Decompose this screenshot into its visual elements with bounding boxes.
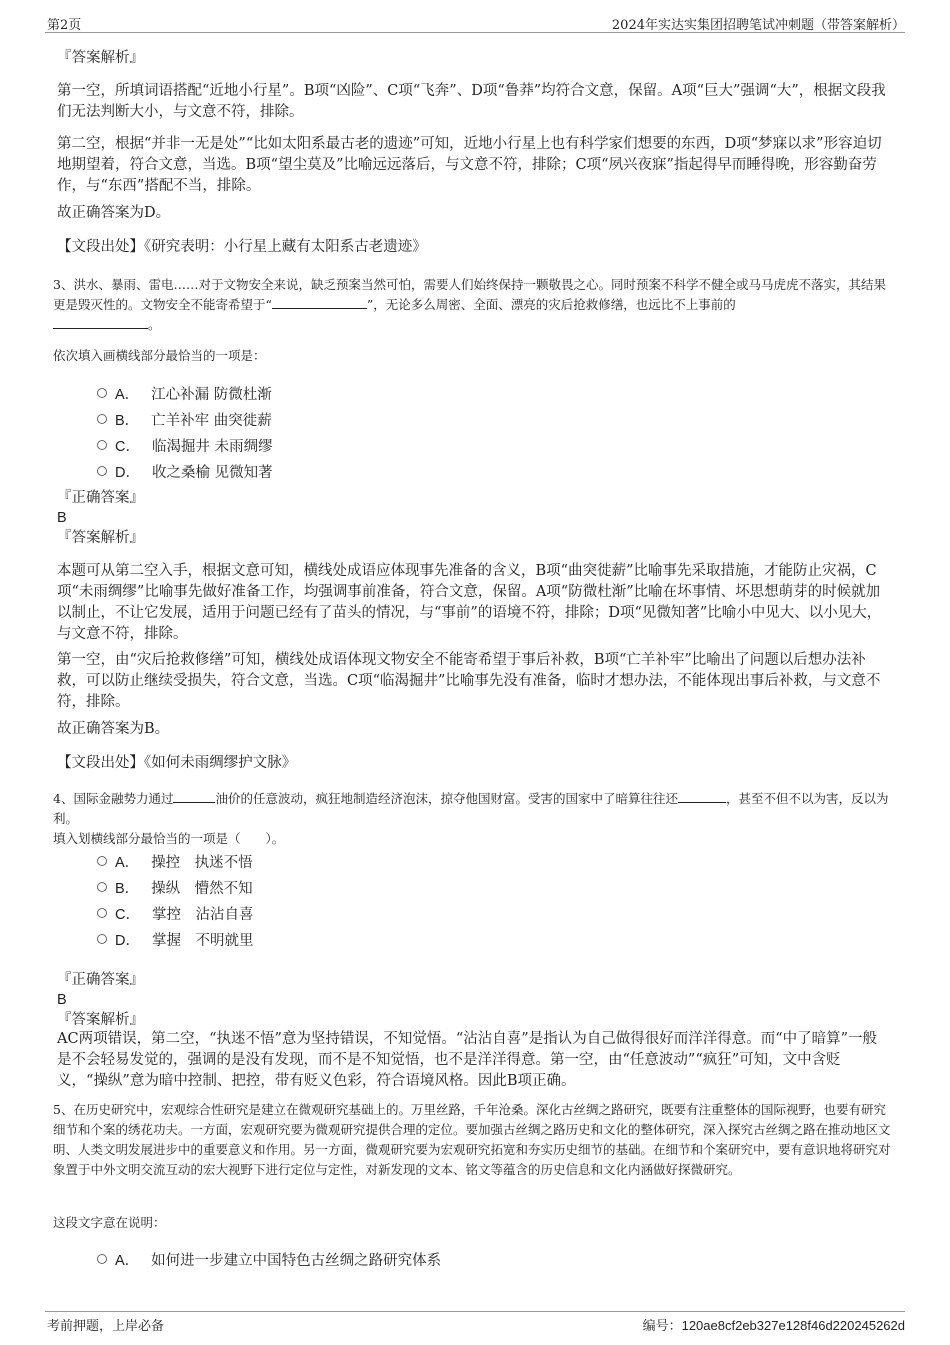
option-d[interactable]: D． 掌握 不明就里 <box>97 929 253 949</box>
conclusion-text: 故正确答案为D。 <box>57 205 171 221</box>
document-id: 编号：120ae8cf2eb327e128f46d220245262d <box>642 1318 905 1334</box>
option-d[interactable]: D． 收之桑榆 见微知著 <box>97 461 273 481</box>
correct-answer-value: B <box>57 510 67 526</box>
document-title: 2024年实达实集团招聘笔试冲刺题（带答案解析） <box>611 18 905 33</box>
radio-icon[interactable] <box>97 882 107 892</box>
page-header <box>45 12 905 33</box>
page-number: 第2页 <box>47 18 82 33</box>
question-3-prompt: 依次填入画横线部分最恰当的一项是： <box>53 348 266 363</box>
page-footer <box>45 1311 905 1334</box>
radio-icon[interactable] <box>97 908 107 918</box>
radio-icon[interactable] <box>97 388 107 398</box>
radio-icon[interactable] <box>97 466 107 476</box>
source-citation: 【文段出处】《如何未雨绸缪护文脉》 <box>57 755 297 771</box>
radio-icon[interactable] <box>97 856 107 866</box>
question-5-prompt: 这段文字意在说明： <box>53 1215 166 1230</box>
analysis-paragraph: AC两项错误，第二空，“执迷不悟”意为坚持错误，不知觉悟。“沾沾自喜”是指认为自己做得很好而洋洋得意。而“中了暗算”一般是不会轻易发觉的，强调的是没有发现，而不是不知觉悟，也不是洋洋得意。第一空，由“任意波动”“疯狂”可知，文中含贬义，“操纵”意为暗中控制、把控，带有贬义色彩，符合语境风格。因此B项正确。 <box>57 1031 878 1089</box>
correct-answer-value: B <box>57 992 67 1008</box>
analysis-paragraph: 本题可从第二空入手，根据文意可知，横线处成语应体现事先准备的含义，B项“曲突徙薪”比喻事先采取措施，才能防止灾祸，C项“未雨绸缪”比喻事先做好准备工作，均强调事前准备，符合文意，保留。A项“防微杜渐”比喻在坏事情、坏思想萌芽的时候就加以制止，不让它发展，适用于问题已经有了苗头的情况，与“事前”的语境不符，排除；D项“见微知著”比喻小中见大、以小见大，与文意不符，排除。 <box>57 563 882 642</box>
option-b[interactable]: B． 亡羊补牢 曲突徙薪 <box>97 409 272 429</box>
radio-icon[interactable] <box>97 934 107 944</box>
radio-icon[interactable] <box>97 414 107 424</box>
question-5-stem: 5、在历史研究中，宏观综合性研究是建立在微观研究基础上的。万里丝路，千年沧桑。深化古丝绸之路研究，既要有注重整体的国际视野，也要有研究细节和个案的绣花功夫。一方面，宏观研究要为微观研究提供合理的定位。要加强古丝绸之路历史和文化的整体研究，深入探究古丝绸之路在推动地区文明、人类文明发展进步中的重要意义和作用。另一方面，微观研究要为宏观研究拓宽和夯实历史细节的基础。在细节和个案研究中，要有意识地将研究对象置于中外文明交流互动的宏大视野下进行定位与定性，对新发现的文本、铭文等蕴含的历史信息和文化内涵做好探微研究。 <box>53 1102 891 1177</box>
radio-icon[interactable] <box>97 1254 107 1264</box>
conclusion-text: 故正确答案为B。 <box>57 721 170 737</box>
option-a[interactable]: A． 操控 执迷不悟 <box>97 851 253 871</box>
answer-analysis-heading: 『答案解析』 <box>57 1012 144 1028</box>
fill-blank <box>272 296 367 309</box>
answer-analysis-heading: 『答案解析』 <box>57 530 144 546</box>
correct-answer-heading: 『正确答案』 <box>57 490 144 506</box>
fill-blank <box>53 316 148 329</box>
footer-slogan: 考前押题，上岸必备 <box>47 1319 165 1334</box>
option-a[interactable]: A． 江心补漏 防微杜渐 <box>97 383 272 403</box>
option-a[interactable]: A． 如何进一步建立中国特色古丝绸之路研究体系 <box>97 1249 441 1269</box>
correct-answer-heading: 『正确答案』 <box>57 972 144 988</box>
question-3-stem: 3、洪水、暴雨、雷电……对于文物安全来说，缺乏预案当然可怕，需要人们始终保持一颗敬畏之心。同时预案不科学不健全或马马虎虎不落实，其结果更是毁灭性的。文物安全不能寄希望于“ ”，无论多么周密、全面、漂亮的灾后抢救修缮，也远比不上事前的 。 <box>53 277 886 332</box>
fill-blank <box>678 790 726 803</box>
analysis-paragraph: 第一空，所填词语搭配“近地小行星”。B项“凶险”、C项“飞奔”、D项“鲁莽”均符合文意，保留。A项“巨大”强调“大”，根据文段我们无法判断大小，与文意不符，排除。 <box>57 83 886 120</box>
fill-blank <box>173 790 215 803</box>
answer-analysis-heading: 『答案解析』 <box>57 50 144 66</box>
analysis-paragraph: 第二空，根据“并非一无是处”“比如太阳系最古老的遗迹”可知，近地小行星上也有科学家们想要的东西，D项“梦寐以求”形容迫切地期望着，符合文意，当选。B项“望尘莫及”比喻远远落后，与文意不符，排除；C项“夙兴夜寐”指起得早而睡得晚，形容勤奋劳作，与“东西”搭配不当，排除。 <box>57 136 882 194</box>
analysis-paragraph: 第一空，由“灾后抢救修缮”可知，横线处成语体现文物安全不能寄希望于事后补救，B项“亡羊补牢”比喻出了问题以后想办法补救，可以防止继续受损失，符合文意，当选。C项“临渴掘井”比喻事先没有准备，临时才想办法，不能体现出事后补救，与文意不符，排除。 <box>57 652 881 710</box>
source-citation: 【文段出处】《研究表明：小行星上藏有太阳系古老遗迹》 <box>57 239 427 255</box>
radio-icon[interactable] <box>97 440 107 450</box>
option-b[interactable]: B． 操纵 懵然不知 <box>97 877 253 897</box>
question-4-stem: 4、国际金融势力通过 油价的任意波动，疯狂地制造经济泡沫，掠夺他国财富。受害的国家中了暗算往往还 ，甚至不但不以为害，反以为利。 <box>53 791 889 826</box>
option-c[interactable]: C． 掌控 沾沾自喜 <box>97 903 253 923</box>
question-4-prompt: 填入划横线部分最恰当的一项是（ ）。 <box>53 831 285 846</box>
option-c[interactable]: C． 临渴掘井 未雨绸缪 <box>97 435 273 455</box>
